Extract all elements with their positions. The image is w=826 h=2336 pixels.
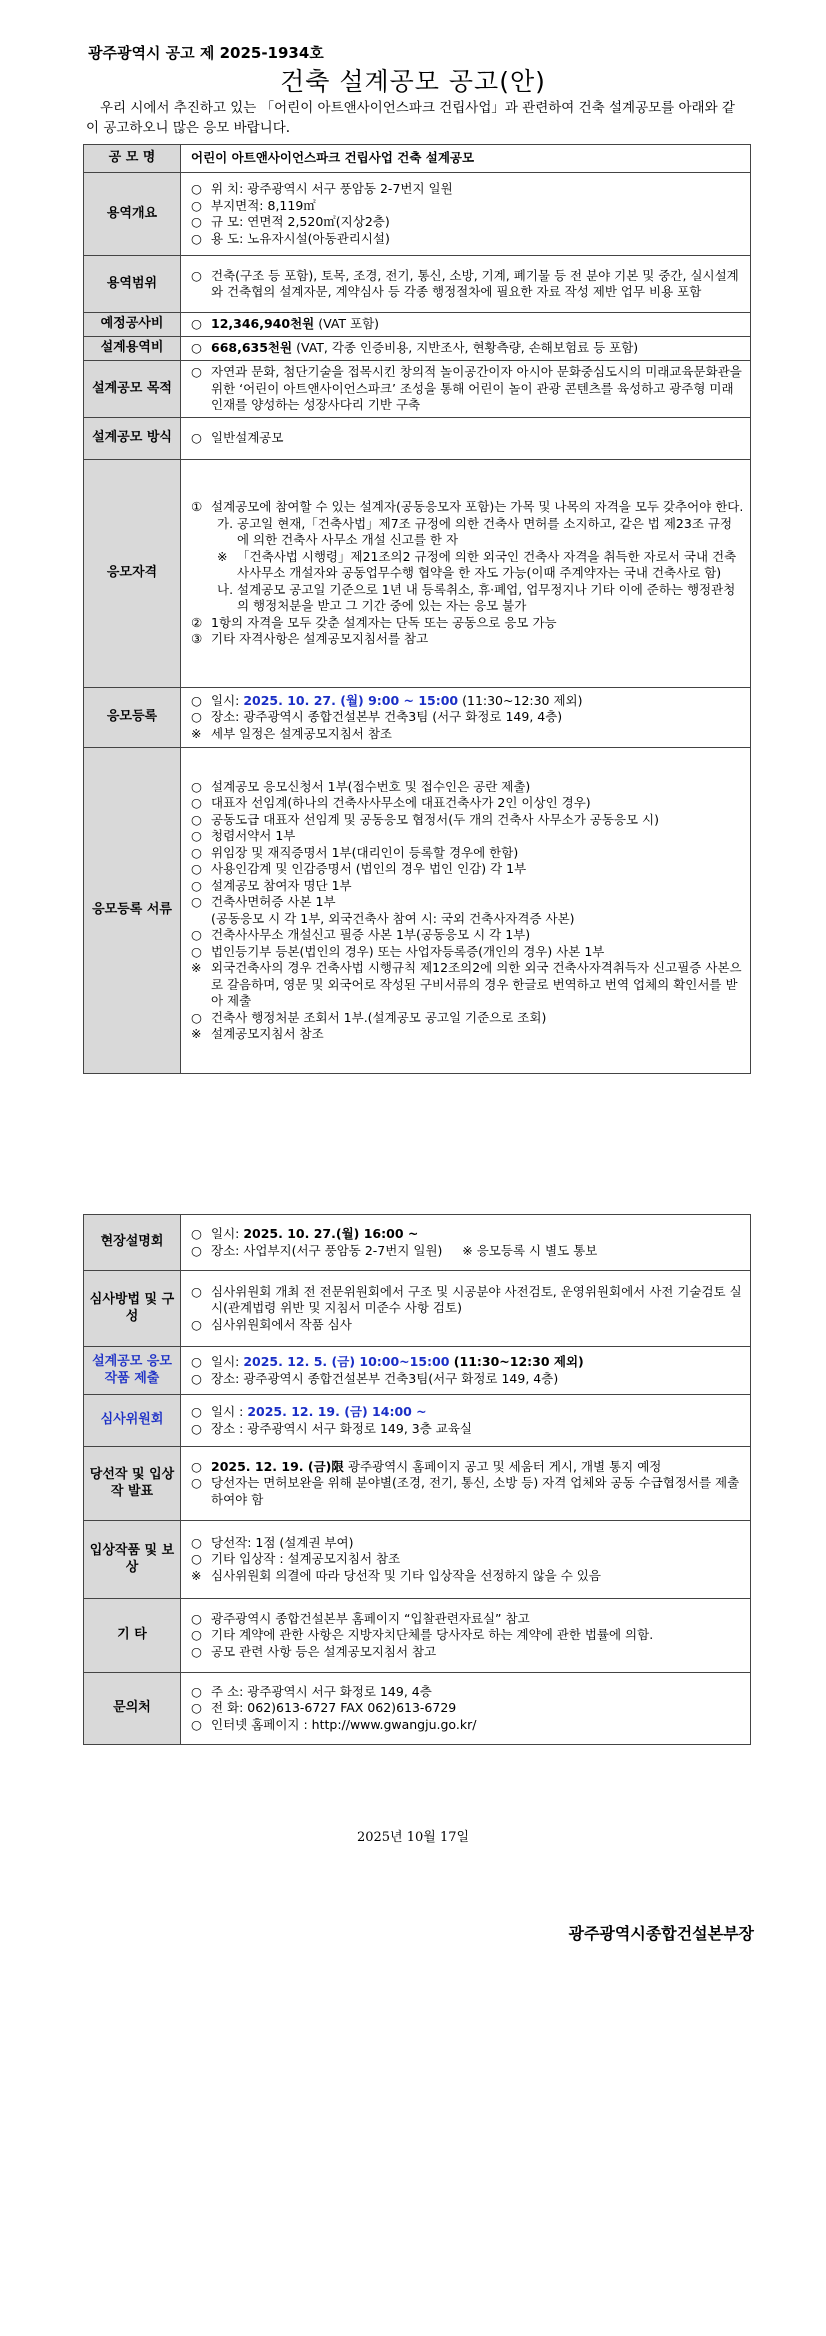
- list-item: [191, 878, 744, 895]
- reg-date-note: (11:30~12:30 제외): [458, 692, 583, 708]
- list-text: 대표자 선임계(하나의 건축사사무소에 대표건축사가 2인 이상인 경우): [211, 795, 591, 810]
- submit-date-note: (11:30~12:30 제외): [449, 1354, 584, 1369]
- list-marker: ○: [191, 778, 202, 794]
- list-text: 전 화: 062)613-6727 FAX 062)613-6729: [211, 1700, 457, 1716]
- submit-place: 장소: 광주광역시 종합건설본부 건축3팀(서구 화정로 149, 4층): [211, 1370, 559, 1386]
- contest-name: 어린이 아트앤사이언스파크 건립사업 건축 설계공모: [181, 145, 751, 173]
- reg-date-label: 일시:: [211, 692, 244, 708]
- list-item: [191, 845, 744, 862]
- fee-amount: 668,635천원: [211, 340, 293, 356]
- list-text: 1항의 자격을 모두 갖춘 설계자는 단독 또는 공동으로 응모 가능: [211, 614, 557, 630]
- result-cell: ○ 2025. 12. 19. (금)限 광주광역시 홈페이지 공고 및 세움터 게시, 개별 통지 예정 ○ 당선자는 면허보완을 위해 분야별(조경, 전기, 통신, 소방 등) 자격 업체와 공동 수급협정서를 제출하여야 함: [181, 1447, 751, 1521]
- list-marker: ○: [191, 1627, 202, 1643]
- list-text: 심사위원회에서 작품 심사: [211, 1316, 352, 1332]
- purpose-text: 자연과 문화, 첨단기술을 접목시킨 창의적 놀이공간이자 아시아 문화중심도시의 미래교육문화관을 위한 ‘어린이 아트앤사이언스파크’ 조성을 통해 어린이 놀이 관광 콘텐츠를 육성하고 광주형 미래인재를 양성하는 성장사다리 기반 구축: [211, 364, 742, 413]
- notice-table-2: [83, 1214, 751, 1745]
- list-text: 청렴서약서 1부: [211, 828, 296, 843]
- scope-cell: ○ 건축(구조 등 포함), 토목, 조경, 전기, 통신, 소방, 기계, 폐기물 등 전 분야 기본 및 중간, 실시설계와 건축협의 설계자문, 계약심사 등 각종 행정절차에 필요한 자료 작성 제반 업무 비용 포함: [181, 256, 751, 313]
- jury-header: 심사방법 및 구성: [84, 1271, 181, 1347]
- list-text: 건축사 행정처분 조회서 1부.(설계공모 공고일 기준으로 조회): [211, 1009, 547, 1025]
- list-item: [191, 631, 744, 648]
- list-item: [191, 795, 744, 812]
- review-date-value: 2025. 12. 19. (금) 14:00 ~: [247, 1404, 427, 1419]
- notice-date: 2025년 10월 17일: [356, 1830, 470, 1845]
- list-marker: ○: [191, 1643, 202, 1659]
- briefing-cell: ○ 일시: 2025. 10. 27.(월) 16:00 ~ ○ 장소: 사업부지(서구 풍암동 2-7번지 일원) ※ 응모등록 시 별도 통보: [181, 1215, 751, 1271]
- qualification-cell: [181, 460, 751, 688]
- list-marker: ③: [191, 631, 203, 647]
- list-marker: ○: [191, 1316, 202, 1332]
- result-line2: 당선자는 면허보완을 위해 분야별(조경, 전기, 통신, 소방 등) 자격 업체와 공동 수급협정서를 제출하여야 함: [211, 1475, 740, 1507]
- overview-header: 용역개요: [84, 173, 181, 256]
- brief-place: 장소: 사업부지(서구 풍암동 2-7번지 일원): [211, 1242, 443, 1258]
- list-text: 인터넷 홈페이지 : http://www.gwangju.go.kr/: [211, 1716, 477, 1732]
- list-item: [191, 1568, 744, 1585]
- list-item: [191, 1644, 744, 1661]
- notice-table-1: [83, 144, 751, 1074]
- list-text: 규 모: 연면적 2,520㎡(지상2층): [211, 214, 390, 229]
- list-item: [191, 1700, 744, 1717]
- list-text: 건축사사무소 개설신고 필증 사본 1부(공동응모 시 각 1부): [211, 927, 531, 942]
- notice-number: 광주광역시 공고 제 2025-1934호: [88, 44, 324, 62]
- list-item: [191, 1284, 744, 1317]
- list-text: 용 도: 노유자시설(아동관리시설): [211, 230, 390, 246]
- list-text: 위 치: 광주광역시 서구 풍암동 2-7번지 일원: [211, 181, 453, 196]
- list-item: [191, 1684, 744, 1701]
- method-text: 일반설계공모: [211, 430, 284, 446]
- list-marker: ①: [191, 499, 203, 515]
- list-marker: ②: [191, 614, 203, 630]
- list-marker: ○: [191, 894, 202, 909]
- list-text: 사용인감계 및 인감증명서 (법인의 경우 법인 인감) 각 1부: [211, 861, 527, 876]
- list-item: [191, 1551, 744, 1568]
- list-text: 법인등기부 등본(법인의 경우) 또는 사업자등록증(개인의 경우) 사본 1부: [211, 943, 605, 959]
- list-text: 공고일 현재,「건축사법」제7조 규정에 의한 건축사 면허를 소지하고, 같은 법 제23조 규정에 의한 건축사 사무소 개설 신고를 한 자: [237, 515, 733, 548]
- list-text: (공동응모 시 각 1부, 외국건축사 참여 시: 국외 건축사자격증 사본): [211, 910, 575, 926]
- list-item: [191, 214, 744, 231]
- list-item: [191, 516, 744, 549]
- list-marker: ※: [191, 1567, 202, 1583]
- list-marker: ○: [191, 1700, 202, 1716]
- brief-date-label: 일시:: [211, 1226, 244, 1241]
- page-title: 건축 설계공모 공고(안): [280, 67, 546, 96]
- registration-cell: ○ 일시: 2025. 10. 27. (월) 9:00 ~ 15:00 (11:30~12:30 제외) ○ 장소: 광주광역시 종합건설본부 건축3팀 (서구 화정로 149, 4층) ※ 세부 일정은 설계공모지침서 참조: [181, 688, 751, 748]
- list-text: 건축사면허증 사본 1부: [211, 894, 336, 909]
- budget-header: 예정공사비: [84, 313, 181, 337]
- list-text: 당선작: 1점 (설계권 부여): [211, 1534, 354, 1550]
- list-text: 심사위원회 개최 전 전문위원회에서 구조 및 시공분야 사전검토, 운영위원회에서 사전 기술검토 실시(관계법령 위반 및 지침서 미준수 사항 검토): [211, 1283, 742, 1316]
- method-header: 설계공모 방식: [84, 418, 181, 460]
- review-header: 심사위원회: [84, 1395, 181, 1447]
- list-item: [191, 1010, 744, 1027]
- list-text: 주 소: 광주광역시 서구 화정로 149, 4층: [211, 1683, 432, 1699]
- list-text: 외국건축사의 경우 건축사법 시행규칙 제12조의2에 의한 외국 건축사자격취득자 신고필증 사본으로 갈음하며, 영문 및 외국어로 작성된 구비서류의 경우 한글로 번역하고 번역 업체의 확인서를 받아 제출: [211, 960, 742, 1008]
- list-text: 공동도급 대표자 선임계 및 공동응모 협정서(두 개의 건축사 사무소가 공동응모 시): [211, 811, 659, 827]
- submission-header: 설계공모 응모작품 제출: [84, 1347, 181, 1395]
- list-marker: ※: [217, 548, 228, 564]
- list-marker: ※: [191, 960, 202, 975]
- list-text: 부지면적: 8,119㎡: [211, 197, 316, 213]
- list-item: [191, 1627, 744, 1644]
- list-item: [191, 911, 744, 928]
- documents-cell: [181, 748, 751, 1074]
- list-text: 설계공모에 참여할 수 있는 설계자(공동응모자 포함)는 가목 및 나목의 자격을 모두 갖추어야 한다.: [211, 499, 744, 515]
- list-marker: ○: [191, 795, 202, 810]
- list-text: 기타 자격사항은 설계공모지침서를 참고: [211, 631, 429, 647]
- budget-cell: ○ 12,346,940천원 (VAT 포함): [181, 313, 751, 337]
- budget-note: (VAT 포함): [314, 316, 380, 332]
- list-marker: [191, 911, 211, 928]
- list-marker: ○: [191, 943, 202, 959]
- briefing-header: 현장설명회: [84, 1215, 181, 1271]
- list-item: [191, 181, 744, 198]
- result-header: 당선작 및 입상작 발표: [84, 1447, 181, 1521]
- method-cell: ○ 일반설계공모: [181, 418, 751, 460]
- list-marker: ※: [191, 1026, 202, 1041]
- list-item: [191, 582, 744, 615]
- list-item: [191, 812, 744, 829]
- list-marker: ○: [191, 214, 202, 229]
- submit-date-label: 일시:: [211, 1354, 244, 1369]
- list-text: 심사위원회 의결에 따라 당선작 및 기타 입상작을 선정하지 않을 수 있음: [211, 1567, 601, 1583]
- list-item: [191, 499, 744, 516]
- list-item: [191, 861, 744, 878]
- jury-cell: [181, 1271, 751, 1347]
- list-text: 설계공모지침서 참조: [211, 1026, 324, 1041]
- list-item: [191, 231, 744, 248]
- review-place: 장소 : 광주광역시 서구 화정로 149, 3층 교육실: [211, 1420, 473, 1436]
- list-marker: ○: [191, 1551, 202, 1567]
- brief-date-value: 2025. 10. 27.(월) 16:00 ~: [243, 1226, 419, 1241]
- intro-paragraph: 우리 시에서 추진하고 있는 「어린이 아트앤사이언스파크 건립사업」과 관련하여 건축 설계공모를 아래와 같이 공고하오니 많은 응모 바랍니다.: [86, 100, 735, 136]
- list-marker: ○: [191, 1283, 202, 1299]
- list-item: [191, 927, 744, 944]
- list-text: 기타 계약에 관한 사항은 지방자치단체를 당사자로 하는 계약에 관한 법률에 의함.: [211, 1627, 654, 1643]
- list-text: 광주광역시 종합건설본부 홈페이지 “입찰관련자료실” 참고: [211, 1610, 530, 1626]
- award-header: 입상작품 및 보상: [84, 1521, 181, 1599]
- list-marker: ○: [191, 877, 202, 893]
- list-marker: ○: [191, 811, 202, 827]
- fee-note: (VAT, 각종 인증비용, 지반조사, 현황측량, 손해보험료 등 포함): [292, 340, 639, 356]
- list-item: [191, 1317, 744, 1334]
- list-marker: ○: [191, 230, 202, 246]
- brief-note: ※ 응모등록 시 별도 통보: [462, 1242, 598, 1258]
- list-text: 설계공모 공고일 기준으로 1년 내 등록취소, 휴·폐업, 업무정지나 기타 이에 준하는 행정관청의 행정처분을 받고 그 기간 중에 있는 자는 응모 불가: [237, 581, 736, 614]
- overview-cell: [181, 173, 751, 256]
- list-marker: ○: [191, 861, 202, 876]
- list-text: 설계공모 응모신청서 1부(접수번호 및 접수인은 공란 제출): [211, 778, 531, 794]
- etc-header: 기 타: [84, 1599, 181, 1673]
- list-marker: ○: [191, 1009, 202, 1025]
- list-item: [191, 1535, 744, 1552]
- list-item: [191, 944, 744, 961]
- list-marker: ○: [191, 181, 202, 196]
- reg-note: 세부 일정은 설계공모지침서 참조: [211, 725, 392, 741]
- result-date: 2025. 12. 19. (금)限: [211, 1458, 344, 1474]
- registration-header: 응모등록: [84, 688, 181, 748]
- contact-header: 문의처: [84, 1673, 181, 1745]
- list-text: 공모 관련 사항 등은 설계공모지침서 참고: [211, 1643, 437, 1659]
- award-cell: [181, 1521, 751, 1599]
- list-text: 위임장 및 재직증명서 1부(대리인이 등록할 경우에 한함): [211, 844, 519, 860]
- list-item: [191, 615, 744, 632]
- signer: 광주광역시종합건설본부장: [568, 1924, 754, 1943]
- list-marker: ○: [191, 927, 202, 942]
- list-marker: ○: [191, 828, 202, 843]
- list-text: 설계공모 참여자 명단 1부: [211, 877, 352, 893]
- reg-date-value: 2025. 10. 27. (월) 9:00 ~ 15:00: [243, 692, 459, 708]
- result-date-rest: 광주광역시 홈페이지 공고 및 세움터 게시, 개별 통지 예정: [343, 1458, 662, 1474]
- qualification-header: 응모자격: [84, 460, 181, 688]
- purpose-header: 설계공모 목적: [84, 361, 181, 418]
- scope-text: 건축(구조 등 포함), 토목, 조경, 전기, 통신, 소방, 기계, 폐기물 등 전 분야 기본 및 중간, 실시설계와 건축협의 설계자문, 계약심사 등 각종 행정절차에 필요한 자료 작성 제반 업무 비용 포함: [211, 267, 739, 299]
- list-marker: ○: [191, 1610, 202, 1626]
- list-marker: ○: [191, 844, 202, 860]
- etc-cell: [181, 1599, 751, 1673]
- list-text: 「건축사법 시행령」제21조의2 규정에 의한 외국인 건축사 자격을 취득한 자로서 국내 건축사사무소 개설자와 공동업무수행 협약을 한 자도 가능(이때 주계약자는 국내 건축사로 함): [237, 548, 737, 581]
- budget-amount: 12,346,940천원: [211, 316, 315, 332]
- list-item: [191, 779, 744, 796]
- review-date-label: 일시 :: [211, 1404, 248, 1419]
- list-item: [191, 198, 744, 215]
- review-cell: ○ 일시 : 2025. 12. 19. (금) 14:00 ~ ○ 장소 : 광주광역시 서구 화정로 149, 3층 교육실: [181, 1395, 751, 1447]
- list-item: [191, 894, 744, 911]
- list-text: 기타 입상작 : 설계공모지침서 참조: [211, 1551, 401, 1567]
- scope-header: 용역범위: [84, 256, 181, 313]
- fee-header: 설계용역비: [84, 337, 181, 361]
- list-item: [191, 549, 744, 582]
- list-item: [191, 828, 744, 845]
- submit-date-value: 2025. 12. 5. (금) 10:00~15:00: [243, 1354, 450, 1369]
- list-marker: 가.: [217, 515, 234, 531]
- reg-place: 장소: 광주광역시 종합건설본부 건축3팀 (서구 화정로 149, 4층): [211, 709, 563, 725]
- list-marker: ○: [191, 1534, 202, 1550]
- list-item: [191, 960, 744, 1010]
- list-item: [191, 1026, 744, 1043]
- list-marker: ○: [191, 1716, 202, 1732]
- submission-cell: ○ 일시: 2025. 12. 5. (금) 10:00~15:00 (11:30~12:30 제외) ○ 장소: 광주광역시 종합건설본부 건축3팀(서구 화정로 149, 4층): [181, 1347, 751, 1395]
- list-marker: ○: [191, 197, 202, 213]
- name-header: 공 모 명: [84, 145, 181, 173]
- list-marker: ○: [191, 1683, 202, 1699]
- list-marker: 나.: [217, 581, 234, 597]
- list-item: [191, 1717, 744, 1734]
- documents-header: 응모등록 서류: [84, 748, 181, 1074]
- contact-cell: [181, 1673, 751, 1745]
- list-item: [191, 1611, 744, 1628]
- purpose-cell: ○ 자연과 문화, 첨단기술을 접목시킨 창의적 놀이공간이자 아시아 문화중심도시의 미래교육문화관을 위한 ‘어린이 아트앤사이언스파크’ 조성을 통해 어린이 놀이 관광 콘텐츠를 육성하고 광주형 미래인재를 양성하는 성장사다리 기반 구축: [181, 361, 751, 418]
- fee-cell: ○ 668,635천원 (VAT, 각종 인증비용, 지반조사, 현황측량, 손해보험료 등 포함): [181, 337, 751, 361]
